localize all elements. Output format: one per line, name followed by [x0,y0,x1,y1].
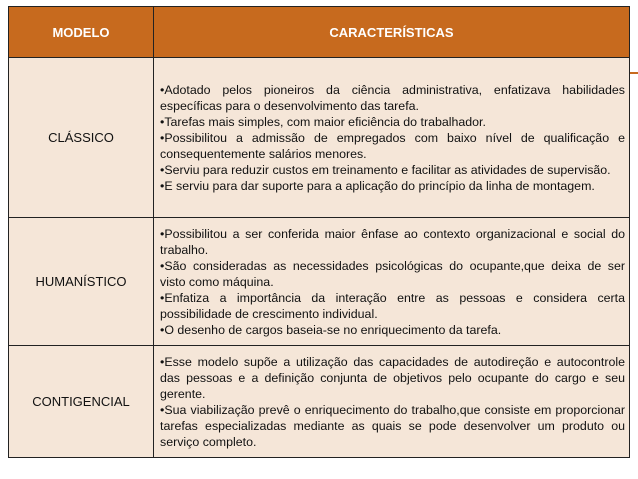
models-table [8,6,630,458]
characteristic-item: •Sua viabilização prevê o enriquecimento do trabalho,que consiste em proporcionar tarefas especializadas mediante as quais se pode desenvolver um produto ou serviço completo. [160,402,625,449]
model-name: HUMANÍSTICO [9,218,154,346]
model-name: CLÁSSICO [9,58,154,218]
characteristic-item: •Serviu para reduzir custos em treinamento e facilitar as atividades de supervisão. [160,162,611,177]
characteristic-item: •Adotado pelos pioneiros da ciência administrativa, enfatizava habilidades específicas para o desenvolvimento das tarefa. [160,82,625,113]
characteristic-item: •Esse modelo supõe a utilização das capacidades de autodireção e autocontrole das pessoas e a definição conjunta de objetivos pelo ocupante do cargo e seu gerente. [160,354,625,401]
table-header-row [9,7,630,58]
decorative-edge-line [630,72,638,74]
table-row-contigencial [9,346,630,458]
characteristic-item: •Tarefas mais simples, com maior eficiência do trabalhador. [160,114,486,129]
characteristics-cell [154,58,630,218]
header-characteristics: CARACTERÍSTICAS [154,7,630,58]
characteristic-item: •O desenho de cargos baseia-se no enriquecimento da tarefa. [160,322,502,337]
characteristics-cell [154,218,630,346]
header-model: MODELO [9,7,154,58]
table-row-humanistico [9,218,630,346]
characteristic-item: •Enfatiza a importância da interação entre as pessoas e considera certa possibilidade de crescimento individual. [160,290,625,321]
model-name: CONTIGENCIAL [9,346,154,458]
characteristic-item: •E serviu para dar suporte para a aplicação do princípio da linha de montagem. [160,178,595,193]
characteristics-cell [154,346,630,458]
characteristic-item: •Possibilitou a ser conferida maior ênfase ao contexto organizacional e social do trabalho. [160,226,625,257]
characteristic-item: •São consideradas as necessidades psicológicas do ocupante,que deixa de ser visto como máquina. [160,258,625,289]
characteristic-item: •Possibilitou a admissão de empregados com baixo nível de qualificação e consequentemente salários menores. [160,130,625,161]
table-row-classico [9,58,630,218]
